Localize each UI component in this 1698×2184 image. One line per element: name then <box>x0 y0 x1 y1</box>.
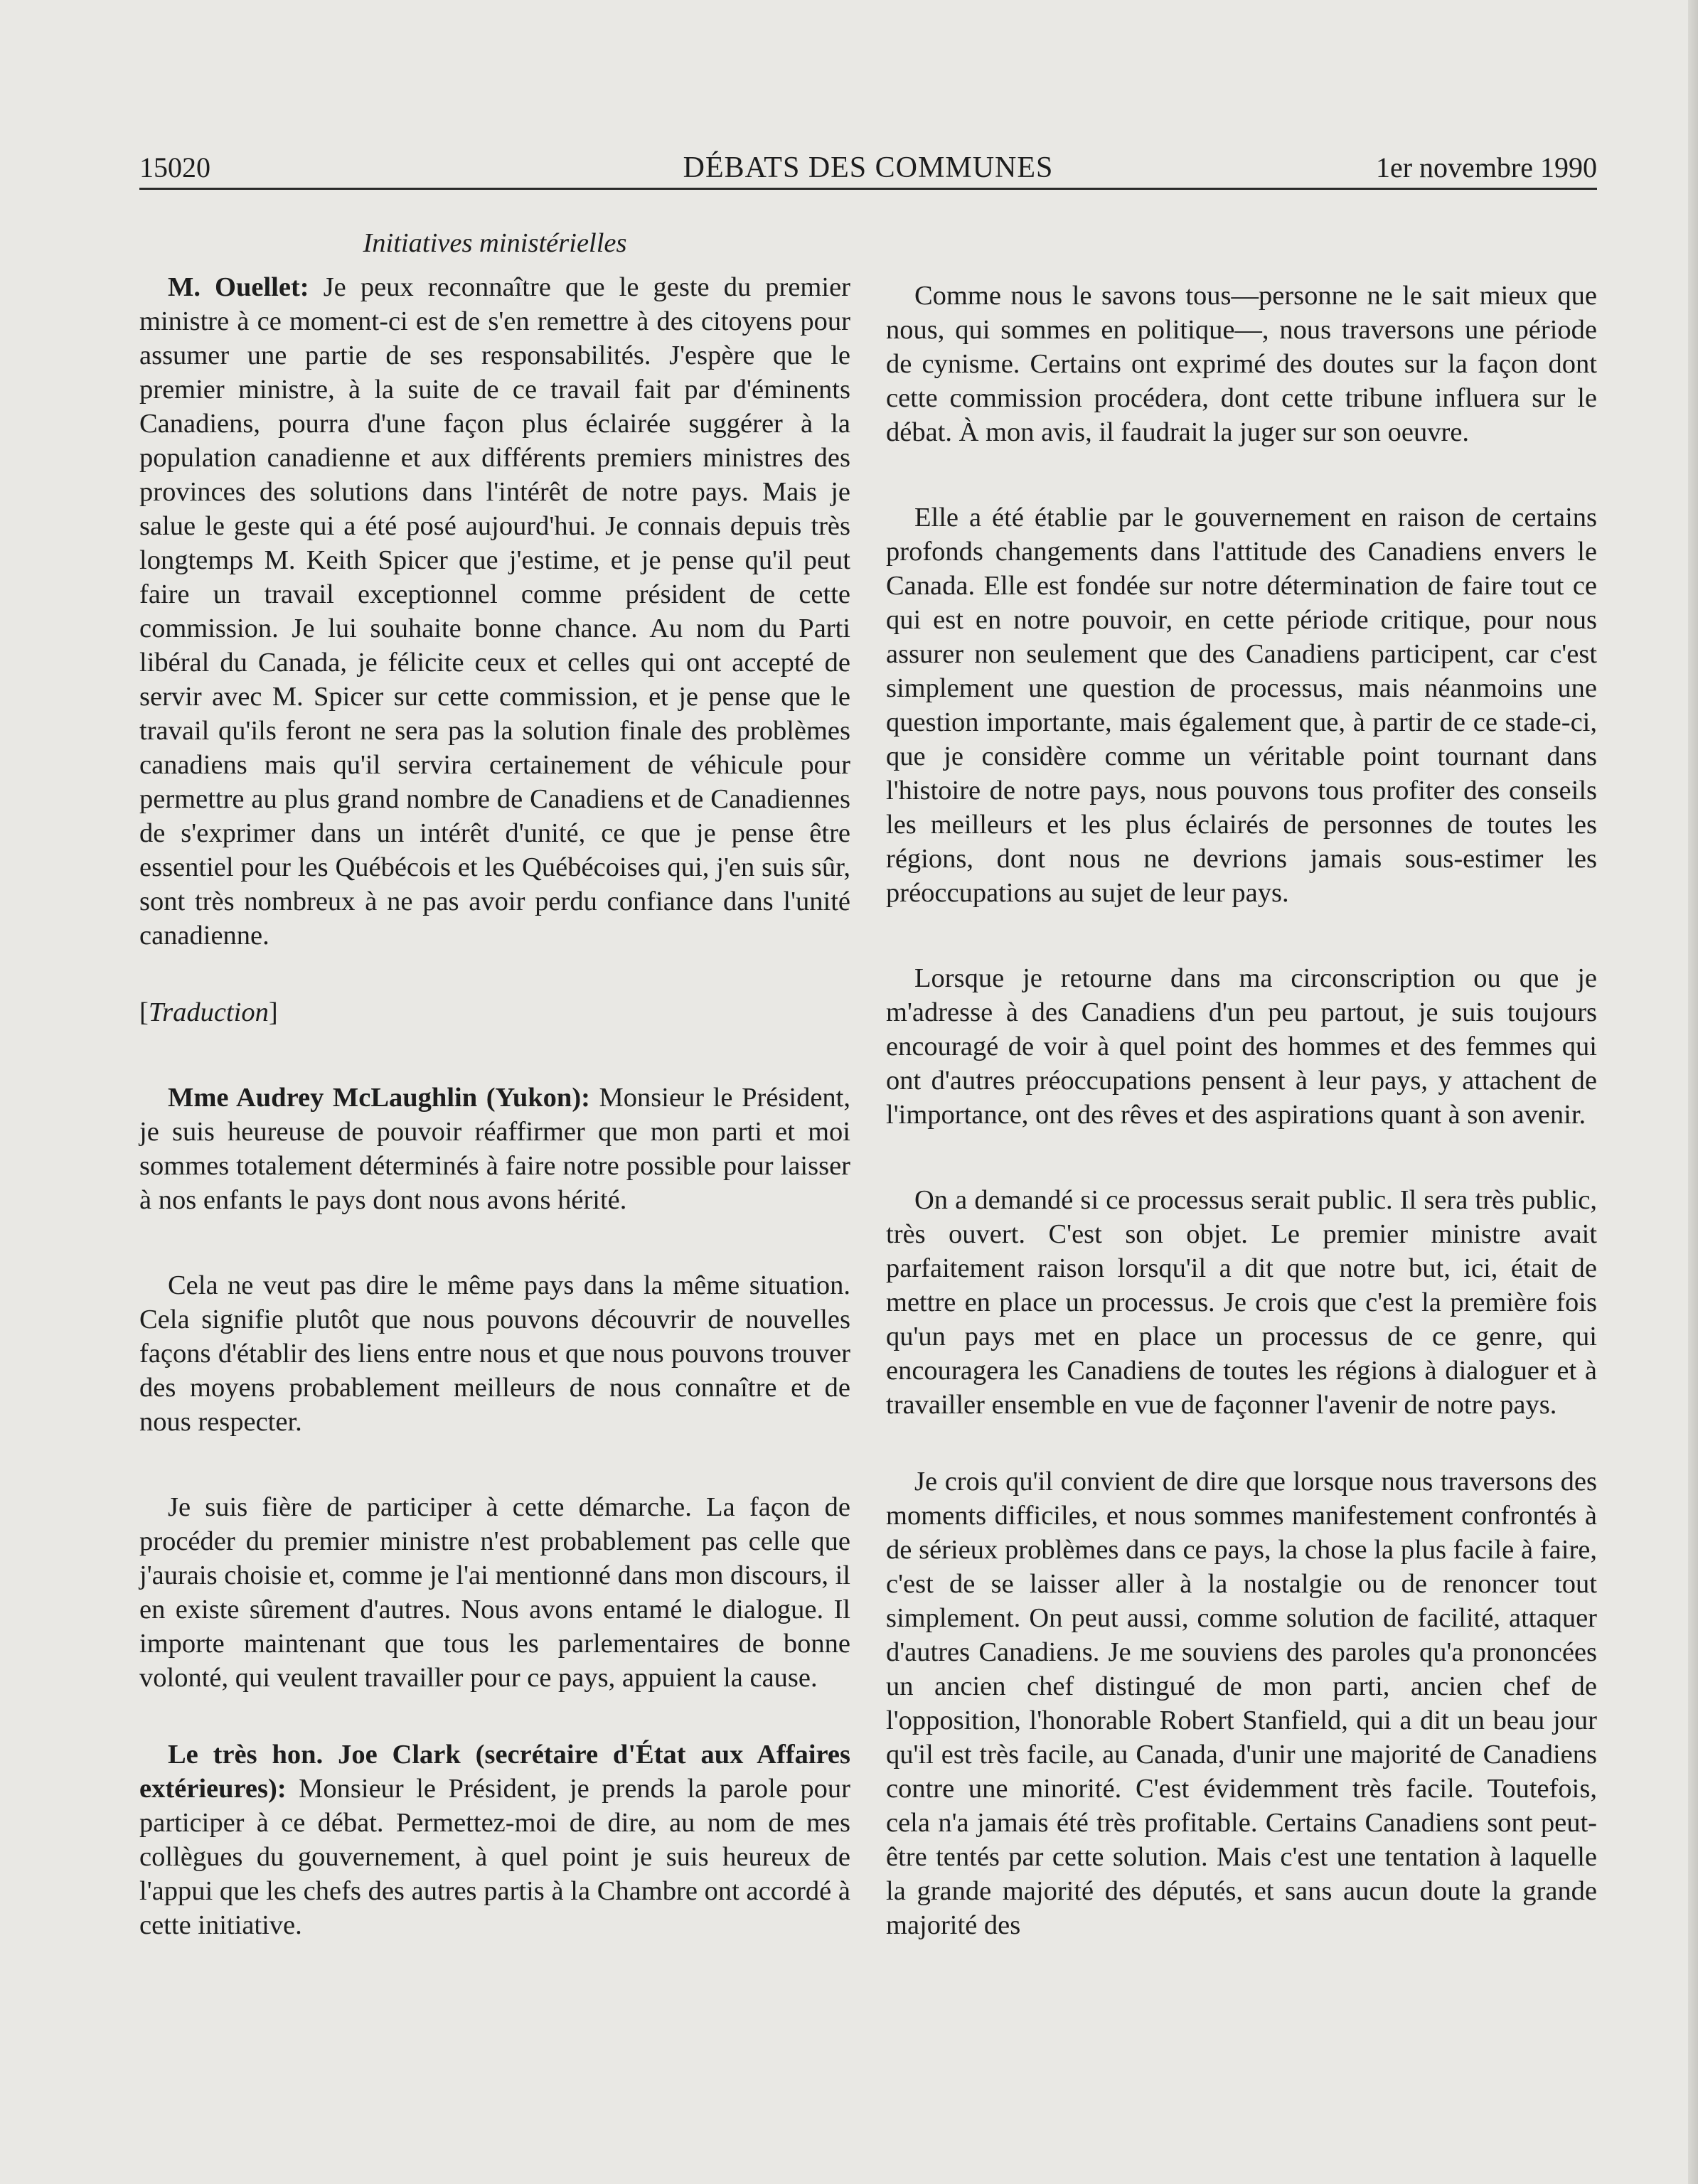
paragraph-clark <box>139 1738 850 1942</box>
header-rule <box>139 188 1597 190</box>
speech-text: Je peux reconnaître que le geste du premier ministre à ce moment-ci est de s'en remettre à des citoyens pour assumer une partie de ses responsabilités. J'espère que le premier ministre, à la suite de ce travail fait par d'éminents Canadiens, pourra d'une façon plus éclairée suggérer à la population canadienne et aux différents premiers ministres des provinces des solutions dans l'intérêt de notre pays. Mais je salue le geste qui a été posé aujourd'hui. Je connais depuis très longtemps M. Keith Spicer que j'estime, et je pense qu'il peut faire un travail exceptionnel comme président de cette commission. Je lui souhaite bonne chance. Au nom du Parti libéral du Canada, je félicite ceux et celles qui ont accepté de servir avec M. Spicer sur cette commission, et je pense que le travail qu'ils feront ne sera pas la solution finale des problèmes canadiens mais qu'il servira certainement de véhicule pour permettre au plus grand nombre de Canadiens et de Canadiennes de s'exprimer dans un intérêt d'unité, ce que je pense être essentiel pour les Québécois et les Québécoises qui, j'en suis sûr, sont très nombreux à ne pas avoir perdu confiance dans l'unité canadienne. <box>139 272 850 951</box>
publication-date: 1er novembre 1990 <box>1375 151 1597 183</box>
speaker-name: Le très hon. Joe Clark (secrétaire d'État aux Affaires extérieures): <box>139 1740 850 1804</box>
paragraph-ouellet <box>139 270 850 953</box>
paragraph: Cela ne veut pas dire le même pays dans la même situation. Cela signifie plutôt que nous pouvons découvrir de nouvelles façons d'établir des liens entre nous et que nous pouvons trouver des moyens probablement meilleurs de nous connaître et de nous respecter. <box>139 1270 850 1437</box>
paragraph: Elle a été établie par le gouvernement en raison de certains profonds changements dans l'attitude des Canadiens envers le Canada. Elle est fondée sur notre détermination de faire tout ce qui est en notre pouvoir, en cette période critique, pour nous assurer non seulement que des Canadiens participent, car c'est simplement une question de processus, mais néanmoins une question importante, mais également que, à partir de ce stade-ci, que je considère comme un véritable point tournant dans l'histoire de notre pays, nous pouvons tous profiter des conseils les meilleurs et les plus éclairés de personnes de toutes les régions, dont nous ne devrions jamais sous-estimer les préoccupations au sujet de leur pays. <box>886 503 1597 908</box>
bracket-open: [ <box>139 997 149 1027</box>
bracket-close: ] <box>268 997 278 1027</box>
speaker-name: Mme Audrey McLaughlin (Yukon): <box>168 1083 590 1113</box>
paragraph: On a demandé si ce processus serait public. Il sera très public, très ouvert. C'est son objet. Le premier ministre avait parfaitement raison lorsqu'il a dit que notre but, ici, était de mettre en place un processus. Je crois que c'est la première fois qu'un pays met en place un processus de ce genre, qui encouragera les Canadiens de toutes les régions à dialoguer et à travailler ensemble en vue de façonner l'avenir de notre pays. <box>886 1185 1597 1420</box>
paragraph: Je crois qu'il convient de dire que lorsque nous traversons des moments difficiles, et nous sommes manifestement confrontés à de sérieux problèmes dans ce pays, la chose la plus facile à faire, c'est de se laisser aller à la nostalgie ou de renoncer tout simplement. On peut aussi, comme solution de facilité, attaquer d'autres Canadiens. Je me souviens des paroles qu'a prononcées un ancien chef distingué de mon parti, ancien chef de l'opposition, l'honorable Robert Stanfield, qui a dit un beau jour qu'il est très facile, au Canada, d'unir une majorité de Canadiens contre une minorité. C'est évidemment très facile. Toutefois, cela n'a jamais été très profitable. Certains Canadiens sont peut-être tentés par cette solution. Mais c'est une tentation à laquelle la grande majorité des députés, et sans aucun doute la grande majorité des <box>886 1467 1597 1940</box>
paragraph-mclaughlin <box>139 1081 850 1217</box>
publication-title: DÉBATS DES COMMUNES <box>683 151 1054 184</box>
section-heading: Initiatives ministérielles <box>363 228 627 258</box>
paragraph: Comme nous le savons tous—personne ne le sait mieux que nous, qui sommes en politique—, nous traversons une période de cynisme. Certains ont exprimé des doutes sur la façon dont cette commission procédera, dont cette tribune influera sur le débat. À mon avis, il faudrait la juger sur son oeuvre. <box>886 281 1597 447</box>
speech-text: Monsieur le Président, je prends la parole pour participer à ce débat. Permettez-moi de dire, au nom de mes collègues du gouvernement, à quel point je suis heureux de l'appui que les chefs des autres partis à la Chambre ont accordé à cette initiative. <box>139 1774 850 1940</box>
page-header <box>139 146 1597 189</box>
page-number: 15020 <box>139 151 210 183</box>
speaker-name: M. Ouellet: <box>168 272 309 302</box>
right-column <box>886 279 1597 1942</box>
page-edge <box>1688 0 1698 2184</box>
speech-text: Monsieur le Président, je suis heureuse de pouvoir réaffirmer que mon parti et moi sommes totalement déterminés à faire notre possible pour laisser à nos enfants le pays dont nous avons hérité. <box>139 1083 851 1215</box>
translation-marker <box>139 995 850 1029</box>
paragraph: Je suis fière de participer à cette démarche. La façon de procéder du premier ministre n'est probablement pas celle que j'aurais choisie et, comme je l'ai mentionné dans mon discours, il en existe sûrement d'autres. Nous avons entamé le dialogue. Il importe maintenant que tous les parlementaires de bonne volonté, qui veulent travailler pour ce pays, appuient la cause. <box>139 1492 850 1693</box>
translation-label: Traduction <box>148 997 269 1027</box>
paragraph: Lorsque je retourne dans ma circonscription ou que je m'adresse à des Canadiens d'un peu partout, je suis toujours encouragé de voir à quel point des hommes et des femmes qui ont d'autres préoccupations pensent à leur pays, y attachent de l'importance, ont des rêves et des aspirations quant à son avenir. <box>886 963 1597 1130</box>
left-column <box>139 220 850 1942</box>
